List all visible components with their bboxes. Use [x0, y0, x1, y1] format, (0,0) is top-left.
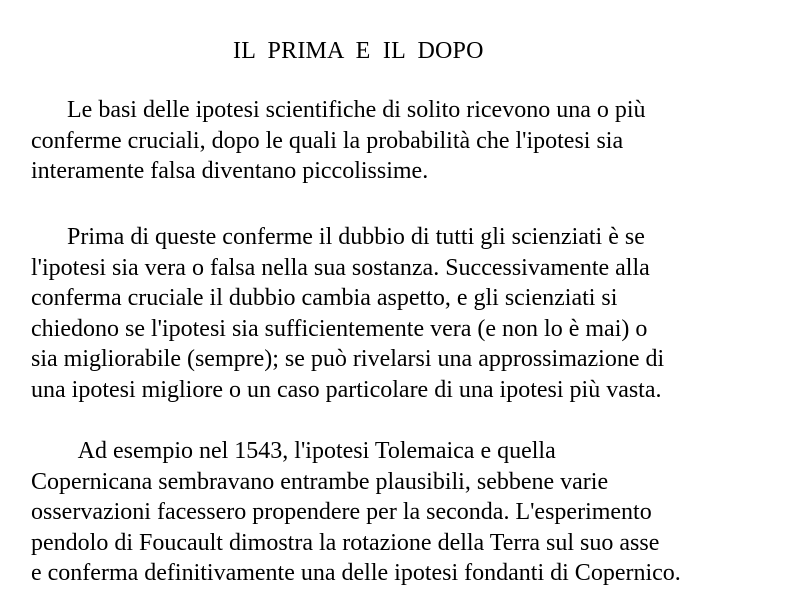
- paragraph-line: pendolo di Foucault dimostra la rotazione della Terra sul suo asse: [31, 529, 660, 556]
- page-title: IL PRIMA E IL DOPO: [233, 38, 484, 64]
- paragraph-3: [31, 436, 681, 589]
- paragraph-line: Le basi delle ipotesi scientifiche di solito ricevono una o più: [31, 97, 646, 123]
- paragraph-line: l'ipotesi sia vera o falsa nella sua sostanza. Successivamente alla: [31, 254, 650, 281]
- paragraph-line: osservazioni facessero propendere per la seconda. L'esperimento: [31, 499, 652, 525]
- paragraph-line: interamente falsa diventano piccolissime.: [31, 158, 429, 184]
- paragraph-line: una ipotesi migliore o un caso particolare di una ipotesi più vasta.: [31, 376, 662, 403]
- paragraph-line: Ad esempio nel 1543, l'ipotesi Tolemaica e quella: [31, 438, 556, 464]
- paragraph-2: [31, 222, 664, 405]
- paragraph-line: conferme cruciali, dopo le quali la probabilità che l'ipotesi sia: [31, 127, 624, 154]
- paragraph-line: sia migliorabile (sempre); se può rivelarsi una approssimazione di: [31, 346, 665, 372]
- paragraph-line: e conferma definitivamente una delle ipotesi fondanti di Copernico.: [31, 560, 681, 586]
- paragraph-line: Prima di queste conferme il dubbio di tutti gli scienziati è se: [31, 224, 645, 250]
- paragraph-1: [31, 95, 646, 187]
- paragraph-line: conferma cruciale il dubbio cambia aspetto, e gli scienziati si: [31, 285, 618, 311]
- paragraph-line: chiedono se l'ipotesi sia sufficientemente vera (e non lo è mai) o: [31, 315, 648, 342]
- paragraph-line: Copernicana sembravano entrambe plausibili, sebbene varie: [31, 468, 609, 495]
